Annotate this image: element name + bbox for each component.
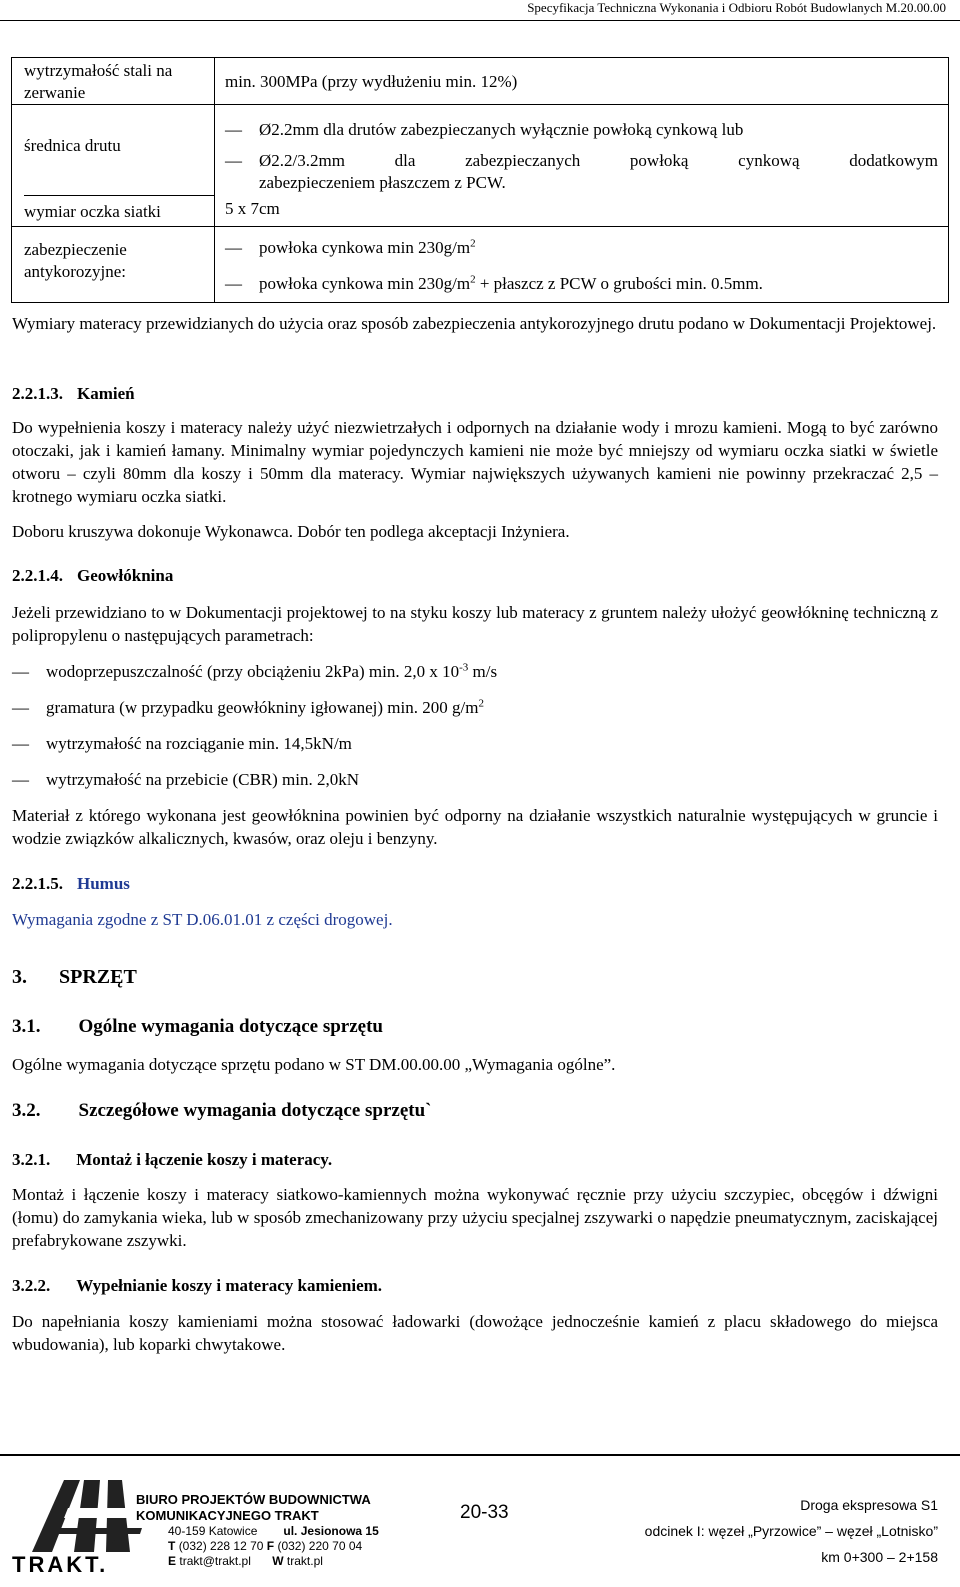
paragraph-geowloknina: Jeżeli przewidziano to w Dokumentacji projektowej to na styku koszy lub materacy z gruntem należy ułożyć geowłókninę techniczną z polipropylenu o następujących parametrach: [12,603,938,645]
paragraph-kamien: Do wypełnienia koszy i materacy należy użyć niezwietrzałych i odpornych na działanie wody i mrozu kamieni. Mogą to być zarówno otoczaki, jak i kamień łamany. Minimalny wymiar pojedynczych kamieni nie może być mniejszy od wymiaru oczka siatki w świetle otworu – czyli 80mm dla koszy i 50mm dla materacy. Wymiar największych używanych kamieni nie powinny przekraczać 2,5 –krotnego wymiaru oczka siatki. [12,418,938,506]
section-heading-sprzet: 3. SPRZĘT [12,966,137,988]
company-address: 40-159 Katowice ul. Jesionowa 15 T (032) 228 12 70 F (032) 220 70 04 E trakt@trakt.pl W trakt.pl [168,1524,379,1568]
list-item: — gramatura (w przypadku geowłókniny igłowanej) min. 200 $g/m^2$ [12,697,484,717]
page-number: 20-33 [460,1502,509,1523]
section-heading-humus: 2.2.1.5. Humus [12,874,130,893]
list-item: — powłoka cynkowa $\min 230g/m^2$ + płaszcz z PCW o grubości min. 0.5mm. [225,273,938,295]
list-item: — wytrzymałość na przebicie (CBR) min. 2,0kN [12,770,360,789]
paragraph-doboru: Doboru kruszywa dokonuje Wykonawca. Dobór ten podlega akceptacji Inżyniera. [12,522,570,541]
table-cell-label: średnica drutu wymiar oczka siatki [12,105,215,227]
list-item: — Ø2.2mm dla drutów zabezpieczanych wyłącznie powłoką cynkową lub [225,119,938,141]
spec-table [11,57,949,303]
table-row [12,227,949,303]
running-header: Specyfikacja Techniczna Wykonania i Odbioru Robót Budowlanych M.20.00.00 [527,0,946,15]
table-cell-value: min. 300MPa (przy wydłużeniu min. 12%) [215,58,949,105]
company-logo [12,1474,152,1577]
section-heading-kamien: 2.2.1.3. Kamień [12,384,135,403]
section-heading-3-2-1: 3.2.1. Montaż i łączenie koszy i materacy. [12,1150,333,1169]
paragraph-3-2-2: Do napełniania koszy kamieniami można stosować ładowarki (dowożące jednocześnie kamień z placu składowego do miejsca wbudowania), lub koparki chwytakowe. [12,1312,938,1354]
section-heading-3-2: 3.2. Szczegółowe wymagania dotyczące sprzętu` [12,1100,432,1121]
table-cell-label: zabezpieczenie antykorozyjne: [12,227,215,303]
paragraph-3-2-1: Montaż i łączenie koszy i materacy siatkowo-kamiennych można wykonywać ręcznie przy użyciu szczypiec, obcęgów i dźwigni (łomu) do zamykania wieka, lub w sposób zmechanizowany przy użyciu specjalnej zszywarki o napędzie pneumatycznym, zaciskającej prefabrykowane zszywki. [12,1185,938,1250]
table-cell-label: wytrzymałość stali na zerwanie [12,58,215,105]
company-name: BIURO PROJEKTÓW BUDOWNICTWA KOMUNIKACYJNEGO TRAKT [136,1492,371,1523]
list-item: — powłoka cynkowa $\min 230g/m^2$ [225,237,938,259]
list-item: — wytrzymałość na rozciąganie min. 14,5kN/m [12,734,352,753]
road-info: Droga ekspresowa S1 odcinek I: węzeł „Pyrzowice” – węzeł „Lotnisko” km 0+300 – 2+158 [644,1497,938,1565]
paragraph-material: Materiał z którego wykonana jest geowłóknina powinien być odporny na działanie wszystkich naturalnie występujących w gruncie i wodzie związków alkalicznych, kwasów, oraz oleju i benzyny. [12,806,938,848]
trakt-logo-icon [22,1474,142,1554]
table-row [12,105,949,227]
section-heading-3-2-2: 3.2.2. Wypełnianie koszy i materacy kamieniem. [12,1276,383,1295]
table-cell-value [215,227,949,303]
header-divider [0,20,960,21]
paragraph-dimensions: Wymiary materacy przewidzianych do użycia oraz sposób zabezpieczenia antykorozyjnego drutu podano w Dokumentacji Projektowej. [12,314,937,333]
footer-divider [0,1454,960,1456]
list-item: — wodoprzepuszczalność (przy obciążeniu 2kPa) min. 2,0 x $10^{-3}$ m/s [12,661,498,681]
logo-wordmark: TRAKT. [12,1552,109,1577]
table-row [12,58,949,105]
paragraph-3-1: Ogólne wymagania dotyczące sprzętu podano w ST DM.00.00.00 „Wymagania ogólne”. [12,1055,616,1074]
section-heading-geowloknina: 2.2.1.4. Geowłóknina [12,566,174,585]
table-cell-value: — Ø2.2mm dla drutów zabezpieczanych wyłącznie powłoką cynkową lub — Ø2.2/3.2mm dla zabezpieczanych powłoką cynkową dodatkowym zabezpieczeniem płaszczem z PCW. 5 x 7cm [215,105,949,227]
paragraph-humus: Wymagania zgodne z ST D.06.01.01 z części drogowej. [12,910,393,929]
list-item: — Ø2.2/3.2mm dla zabezpieczanych powłoką cynkową dodatkowym zabezpieczeniem płaszczem z PCW. [225,150,938,194]
section-heading-3-1: 3.1. Ogólne wymagania dotyczące sprzętu [12,1016,383,1037]
